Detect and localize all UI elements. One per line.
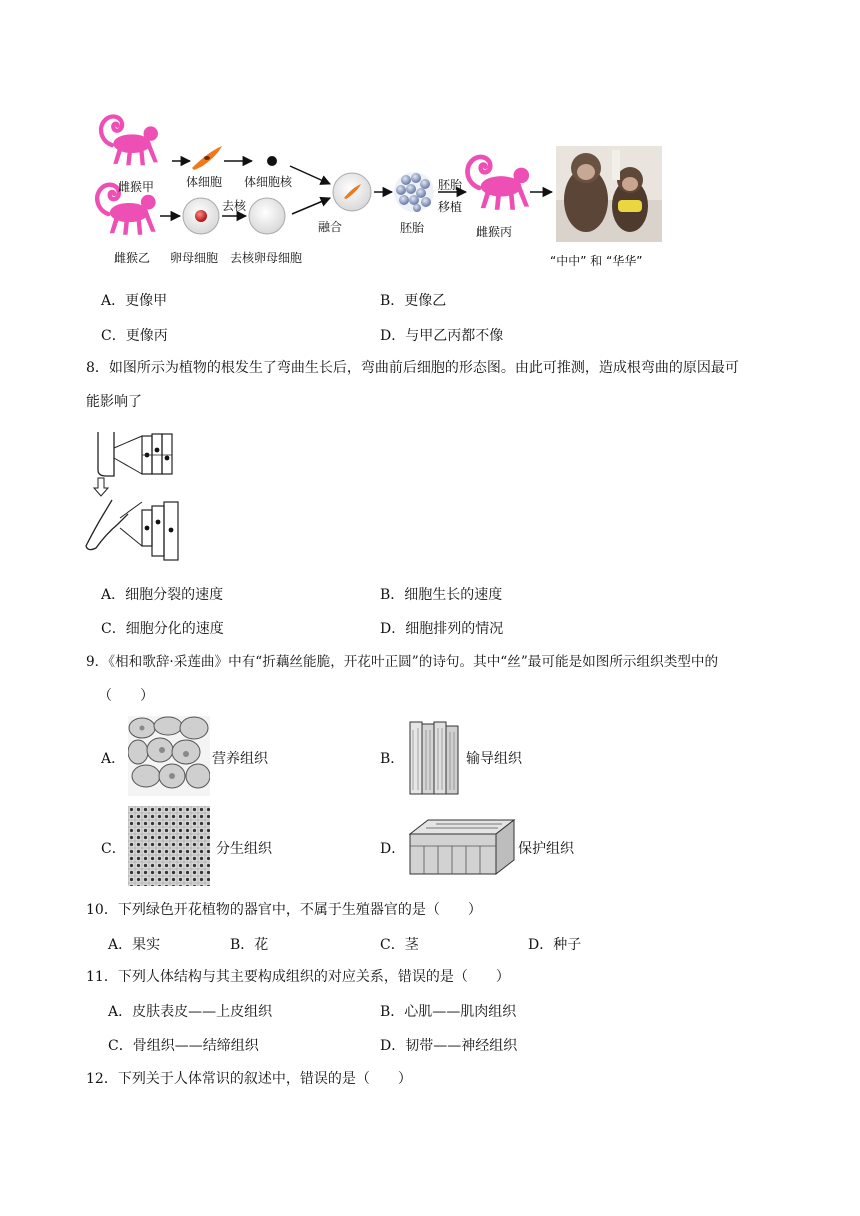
- q7-option-d[interactable]: [380, 325, 503, 345]
- q8-option-b[interactable]: [380, 584, 502, 604]
- option-letter: C．: [108, 1038, 133, 1054]
- option-letter: C．: [101, 621, 126, 637]
- label-fusion: 融合: [318, 220, 343, 234]
- q8-option-c[interactable]: [101, 618, 224, 638]
- option-text: 种子: [553, 937, 582, 953]
- q9-option-c-letter[interactable]: C．: [101, 841, 126, 857]
- arrow-icon: [290, 166, 330, 184]
- option-letter: C．: [101, 328, 126, 344]
- label-enucleation: 去核: [222, 199, 247, 213]
- option-text: 细胞排列的情况: [405, 621, 504, 637]
- q9-option-d-letter[interactable]: D．: [380, 841, 406, 857]
- option-text: 皮肤表皮——上皮组织: [132, 1004, 273, 1020]
- q9-stem-line1: 9．《相和歌辞·采莲曲》中有“折藕丝能脆，开花叶正圆”的诗句。其中“丝”最可能是如图所示组织类型中的: [86, 654, 719, 670]
- arrow-icon: [292, 198, 330, 214]
- option-text: 与甲乙丙都不像: [405, 328, 504, 344]
- monkey-a-icon: [101, 117, 158, 166]
- option-letter: D．: [380, 1038, 406, 1054]
- label-embryo-transfer-2: 移植: [438, 200, 463, 214]
- parenchyma-tissue-image: [128, 716, 210, 796]
- label-monkey-a: 雌猴甲: [118, 180, 155, 194]
- option-letter: A．: [101, 293, 126, 309]
- protective-tissue-image: [406, 816, 518, 878]
- option-text: 花: [254, 937, 269, 953]
- q11-option-a[interactable]: [108, 1001, 272, 1021]
- q8-stem-line1: 8．如图所示为植物的根发生了弯曲生长后，弯曲前后细胞的形态图。由此可推测，造成根弯曲的原因最可: [86, 360, 739, 376]
- fusion-cell-icon: [333, 173, 371, 211]
- option-letter: B．: [380, 1004, 405, 1020]
- option-text: 更像乙: [404, 293, 447, 309]
- root-cells-figure: [84, 430, 194, 562]
- option-text: 果实: [132, 937, 161, 953]
- option-letter: B．: [380, 587, 405, 603]
- q7-option-a[interactable]: [101, 290, 167, 310]
- label-body-cell-nucleus: 体细胞核: [244, 175, 293, 189]
- label-embryo: 胚胎: [400, 221, 425, 235]
- option-text: 韧带——神经组织: [405, 1038, 518, 1054]
- option-letter: D．: [528, 937, 554, 953]
- q9-option-d-text: 保护组织: [518, 841, 574, 857]
- q8-option-a[interactable]: [101, 584, 223, 604]
- q11-stem: 11．下列人体结构与其主要构成组织的对应关系，错误的是（ ）: [86, 969, 510, 985]
- label-monkey-b: 雌猴乙: [114, 251, 151, 265]
- option-text: 心肌——肌肉组织: [404, 1004, 517, 1020]
- q10-option-c[interactable]: [380, 934, 419, 954]
- label-body-cell: 体细胞: [186, 175, 223, 189]
- q9-option-a-letter[interactable]: A．: [101, 751, 126, 767]
- option-text: 更像丙: [125, 328, 168, 344]
- option-text: 茎: [404, 937, 419, 953]
- q9-option-a-text: 营养组织: [212, 751, 268, 767]
- embryo-icon: [394, 172, 434, 212]
- conducting-tissue-image: [408, 720, 462, 796]
- nucleus-icon: [267, 156, 277, 166]
- cloning-diagram-graphics: [0, 0, 860, 280]
- label-egg-cell: 卵母细胞: [170, 251, 219, 265]
- cloned-monkeys-photo: [556, 146, 662, 242]
- q9-stem-line2: （ ）: [98, 688, 154, 704]
- label-monkey-c: 雌猴丙: [476, 225, 513, 239]
- option-text: 细胞分化的速度: [125, 621, 224, 637]
- q10-option-a[interactable]: [108, 934, 160, 954]
- q10-stem: 10．下列绿色开花植物的器官中，不属于生殖器官的是（ ）: [86, 902, 482, 918]
- option-letter: A．: [108, 937, 133, 953]
- monkey-c-icon: [467, 157, 529, 210]
- q9-option-c-text: 分生组织: [216, 841, 272, 857]
- egg-cell-icon: [183, 198, 219, 234]
- q11-option-c[interactable]: [108, 1035, 259, 1055]
- photo-caption: “中中” 和 “华华”: [550, 254, 643, 268]
- q9-option-b-letter[interactable]: B．: [380, 751, 405, 767]
- q12-stem: 12．下列关于人体常识的叙述中，错误的是（ ）: [86, 1071, 412, 1087]
- meristem-tissue-image: [128, 806, 210, 886]
- q10-option-b[interactable]: [230, 934, 268, 954]
- option-text: 更像甲: [125, 293, 168, 309]
- q7-option-c[interactable]: [101, 325, 168, 345]
- option-letter: B．: [380, 293, 405, 309]
- q8-stem-line2: 能影响了: [86, 394, 142, 410]
- option-letter: A．: [108, 1004, 133, 1020]
- cloning-diagram: [0, 0, 860, 280]
- q11-option-b[interactable]: [380, 1001, 516, 1021]
- body-cell-icon: [192, 146, 222, 170]
- option-letter: B．: [230, 937, 255, 953]
- enucleated-egg-icon: [249, 198, 285, 234]
- option-letter: D．: [380, 328, 406, 344]
- q11-option-d[interactable]: [380, 1035, 517, 1055]
- label-embryo-transfer-1: 胚胎: [438, 178, 463, 192]
- q7-option-b[interactable]: [380, 290, 446, 310]
- label-enucleated-egg: 去核卵母细胞: [230, 251, 303, 265]
- option-text: 细胞生长的速度: [404, 587, 503, 603]
- q10-option-d[interactable]: [528, 934, 581, 954]
- option-letter: C．: [380, 937, 405, 953]
- option-text: 细胞分裂的速度: [125, 587, 224, 603]
- option-letter: D．: [380, 621, 406, 637]
- option-letter: A．: [101, 587, 126, 603]
- q8-option-d[interactable]: [380, 618, 503, 638]
- option-text: 骨组织——结缔组织: [132, 1038, 259, 1054]
- q9-option-b-text: 输导组织: [466, 751, 522, 767]
